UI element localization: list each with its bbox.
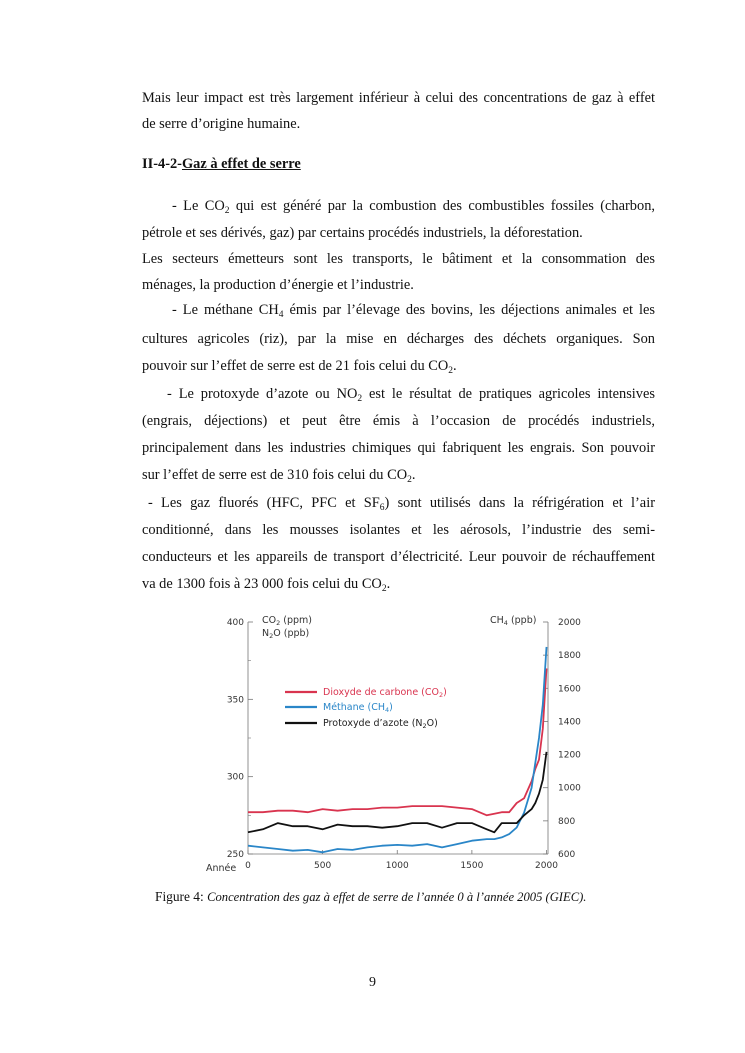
fluor-para-line-3: conducteurs et les appareils de transport d’électricité. Leur pouvoir de réchauffement [142, 549, 655, 565]
ch4-para-line-2: cultures agricoles (riz), par la mise en décharges des déchets organiques. Son [142, 331, 655, 347]
left-tick-label: 250 [226, 850, 244, 860]
right-tick-label: 1600 [558, 684, 581, 695]
x-tick-label: 1500 [460, 861, 484, 871]
left-axis-label-1: $CO_2$ (ppm) [262, 615, 313, 627]
figure-caption [155, 888, 675, 906]
x-tick-label: 1000 [385, 861, 409, 871]
legend-label-n2o: Protoxyde d’azote $(N_2O)$ [323, 718, 438, 730]
x-tick-label: 2000 [535, 861, 558, 871]
figure-caption-label: Figure 4: [155, 889, 208, 904]
fluor-para-line-4: va de 1300 fois à 23 000 fois celui du $CO_2$. [142, 576, 391, 594]
legend-label-co2: Dioxyde de carbone $(CO_2)$ [323, 687, 447, 699]
right-axis-label: $CH_4$ (ppb) [490, 615, 537, 627]
right-tick-label: 1800 [558, 651, 581, 662]
right-tick-label: 2000 [558, 618, 581, 628]
n2o-para-line-3: principalement dans les industries chimiques qui fabriquent les engrais. Son pouvoir [142, 440, 655, 456]
right-tick-label: 1000 [558, 783, 581, 794]
left-tick-label: 350 [226, 695, 244, 706]
section-heading-title: Gaz à effet de serre [181, 156, 301, 172]
right-tick-label: 1400 [558, 717, 581, 728]
x-tick-label: 0 [245, 861, 251, 871]
fluor-para-line-2: conditionné, dans les mousses isolantes et les aérosols, l’industrie des semi- [142, 522, 655, 538]
n2o-para-line-4: sur l’effet de serre est de 310 fois celui du $CO_2$. [142, 467, 416, 485]
ch4-para-line-3: pouvoir sur l’effet de serre est de 21 fois celui du $CO_2$. [142, 358, 457, 376]
ch4-para-line-1: - Le méthane $CH_4$ émis par l’élevage des bovins, les déjections animales et les [172, 302, 655, 320]
legend-label-ch4: Méthane $(CH_4)$ [323, 702, 393, 714]
n2o-para-line-1: - Le protoxyde d’azote ou $NO_2$ est le résultat de pratiques agricoles intensives [167, 386, 655, 404]
page-number: 9 [369, 975, 376, 990]
ghg-concentration-chart [205, 607, 600, 877]
co2-para-line-1: - Le $CO_2$ qui est généré par la combustion des combustibles fossiles (charbon, [172, 198, 655, 216]
legend [285, 687, 447, 730]
section-heading: II-4-2-Gaz à effet de serre [142, 156, 301, 172]
n2o-para-line-2: (engrais, déjections) et peut être émis à l’occasion de procédés industriels, [142, 413, 655, 429]
x-axis-label: Année [206, 863, 237, 874]
left-tick-label: 400 [226, 618, 244, 628]
left-tick-label: 300 [226, 772, 244, 783]
intro-line-1: Mais leur impact est très largement inférieur à celui des concentrations de gaz à effet [142, 90, 655, 106]
sectors-line-1: Les secteurs émetteurs sont les transports, le bâtiment et la consommation des [142, 251, 655, 267]
co2-para-line-2: pétrole et ses dérivés, gaz) par certains procédés industriels, la déforestation. [142, 225, 583, 241]
figure-caption-text: Concentration des gaz à effet de serre de l’année 0 à l’année 2005 (GIEC). [207, 890, 587, 904]
right-tick-label: 600 [558, 850, 576, 860]
fluor-para-line-1: - Les gaz fluorés (HFC, PFC et $SF_6$) sont utilisés dans la réfrigération et l’air [148, 495, 655, 513]
ch4-series-line [248, 647, 547, 852]
sectors-line-2: ménages, la production d’énergie et l’industrie. [142, 277, 414, 293]
intro-line-2: de serre d’origine humaine. [142, 116, 301, 132]
left-axis-label-2: $N_2O$ (ppb) [262, 628, 310, 640]
x-tick-label: 500 [314, 861, 332, 871]
right-tick-label: 1200 [558, 750, 581, 761]
n2o-series-line [248, 752, 547, 832]
right-tick-label: 800 [558, 816, 576, 827]
chart-svg [205, 607, 600, 877]
